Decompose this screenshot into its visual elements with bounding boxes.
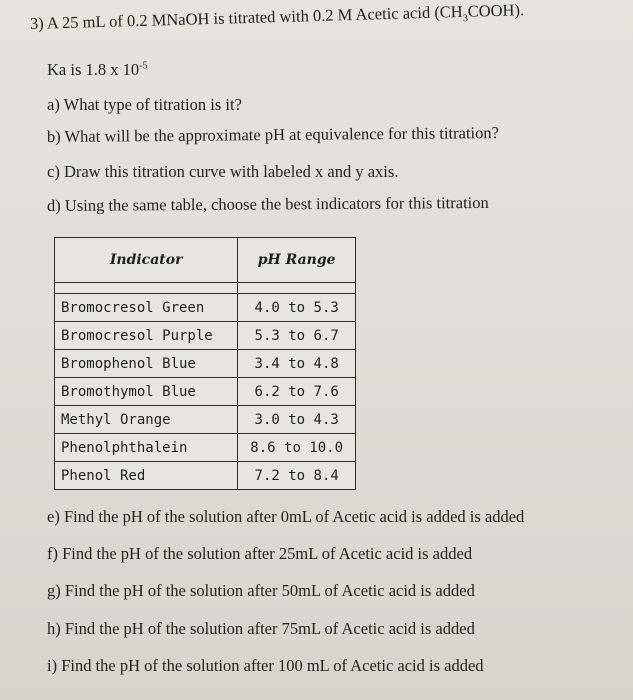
- question-title-end: COOH).: [467, 0, 525, 21]
- table-header-row: [55, 238, 356, 283]
- indicator-name: Bromocresol Purple: [55, 322, 238, 350]
- header-ph-range: pH Range: [238, 238, 356, 283]
- indicator-name: Bromophenol Blue: [55, 350, 238, 378]
- indicator-range: 8.6 to 10.0: [238, 434, 356, 462]
- part-d: d) Using the same table, choose the best indicators for this titration: [46, 192, 489, 215]
- part-f: f) Find the pH of the solution after 25mL of Acetic acid is added: [47, 544, 473, 563]
- table-row: [55, 322, 356, 350]
- indicator-table: [54, 237, 356, 490]
- table-row: [55, 294, 356, 322]
- indicator-name: Bromothymol Blue: [55, 378, 238, 406]
- table-row: [55, 462, 356, 490]
- header-indicator: Indicator: [55, 238, 238, 283]
- indicator-name: Phenolphthalein: [55, 434, 238, 462]
- indicator-range: 3.0 to 4.3: [238, 406, 356, 434]
- part-b: b) What will be the approximate pH at equivalence for this titration?: [46, 123, 499, 146]
- table-spacer-row: [55, 283, 356, 294]
- formula-subscript: 3: [462, 13, 469, 25]
- part-h: h) Find the pH of the solution after 75mL of Acetic acid is added: [47, 619, 475, 638]
- table-row: [55, 434, 356, 462]
- indicator-name: Phenol Red: [55, 462, 238, 490]
- part-g: g) Find the pH of the solution after 50mL of Acetic acid is added: [47, 581, 475, 600]
- part-i: i) Find the pH of the solution after 100 mL of Acetic acid is added: [47, 656, 484, 675]
- part-e: e) Find the pH of the solution after 0mL of Acetic acid is added is added: [47, 507, 525, 526]
- table-row: [55, 406, 356, 434]
- indicator-range: 5.3 to 6.7: [238, 322, 356, 350]
- ka-text: Ka is 1.8 x 10: [47, 60, 140, 79]
- spacer-cell: [55, 283, 238, 294]
- ka-exponent: -5: [139, 60, 148, 72]
- ka-value: [47, 60, 147, 80]
- part-a: a) What type of titration is it?: [47, 95, 242, 114]
- indicator-range: 3.4 to 4.8: [238, 350, 356, 378]
- indicator-range: 7.2 to 8.4: [238, 462, 356, 490]
- indicator-table-container: [54, 237, 356, 490]
- indicator-range: 6.2 to 7.6: [238, 378, 356, 406]
- spacer-cell: [238, 283, 356, 294]
- table-row: [55, 350, 356, 378]
- indicator-name: Bromocresol Green: [55, 294, 238, 322]
- question-title: [30, 0, 525, 36]
- indicator-range: 4.0 to 5.3: [238, 294, 356, 322]
- table-row: [55, 378, 356, 406]
- part-c: c) Draw this titration curve with labeled x and y axis.: [47, 162, 399, 181]
- indicator-name: Methyl Orange: [55, 406, 238, 434]
- question-title-text: 3) A 25 mL of 0.2 MNaOH is titrated with 0.2 M Acetic acid (CH: [29, 1, 463, 33]
